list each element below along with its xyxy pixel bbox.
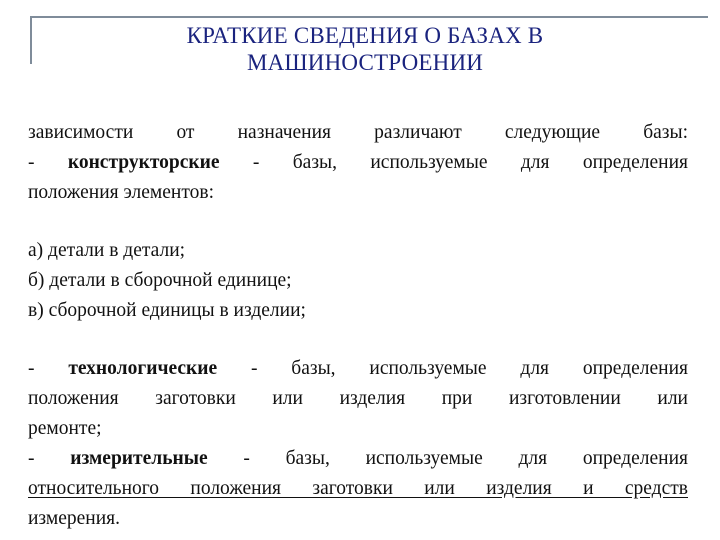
measuring-prefix: - xyxy=(28,448,71,469)
title-line-2: МАШИНОСТРОЕНИИ xyxy=(246,50,484,75)
measuring-term: измерительные xyxy=(70,448,208,469)
constructive-line-2: положения элементов: xyxy=(28,182,214,203)
slide-title xyxy=(40,22,690,76)
spacer xyxy=(28,208,688,236)
measuring-rest: - базы, используемые для определения xyxy=(207,448,688,469)
spacer xyxy=(28,326,688,354)
title-line-1: КРАТКИЕ СВЕДЕНИЯ О БАЗАХ В xyxy=(186,23,544,48)
slide-body xyxy=(28,118,688,534)
technological-rest: - базы, используемые для определения xyxy=(217,358,688,379)
technological-prefix: - xyxy=(28,358,69,379)
technological-line-2: положения заготовки или изделия при изготовлении или xyxy=(28,388,688,409)
list-item: а) детали в детали; xyxy=(28,240,186,261)
technological-line-1 xyxy=(28,354,688,384)
list-item: б) детали в сборочной единице; xyxy=(28,270,292,291)
list-item: в) сборочной единицы в изделии; xyxy=(28,300,306,321)
technological-line-3: ремонте; xyxy=(28,418,102,439)
measuring-line-1 xyxy=(28,444,688,474)
constructive-prefix: - xyxy=(28,152,68,173)
measuring-line-2: относительного положения заготовки или изделия и средств xyxy=(28,478,688,499)
measuring-line-3: измерения. xyxy=(28,508,120,529)
constructive-term: конструкторские xyxy=(67,152,220,173)
intro-line: зависимости от назначения различают следующие базы: xyxy=(28,122,688,143)
constructive-rest: - базы, используемые для определения xyxy=(219,152,688,173)
technological-term: технологические xyxy=(68,358,218,379)
constructive-line-1 xyxy=(28,148,688,178)
